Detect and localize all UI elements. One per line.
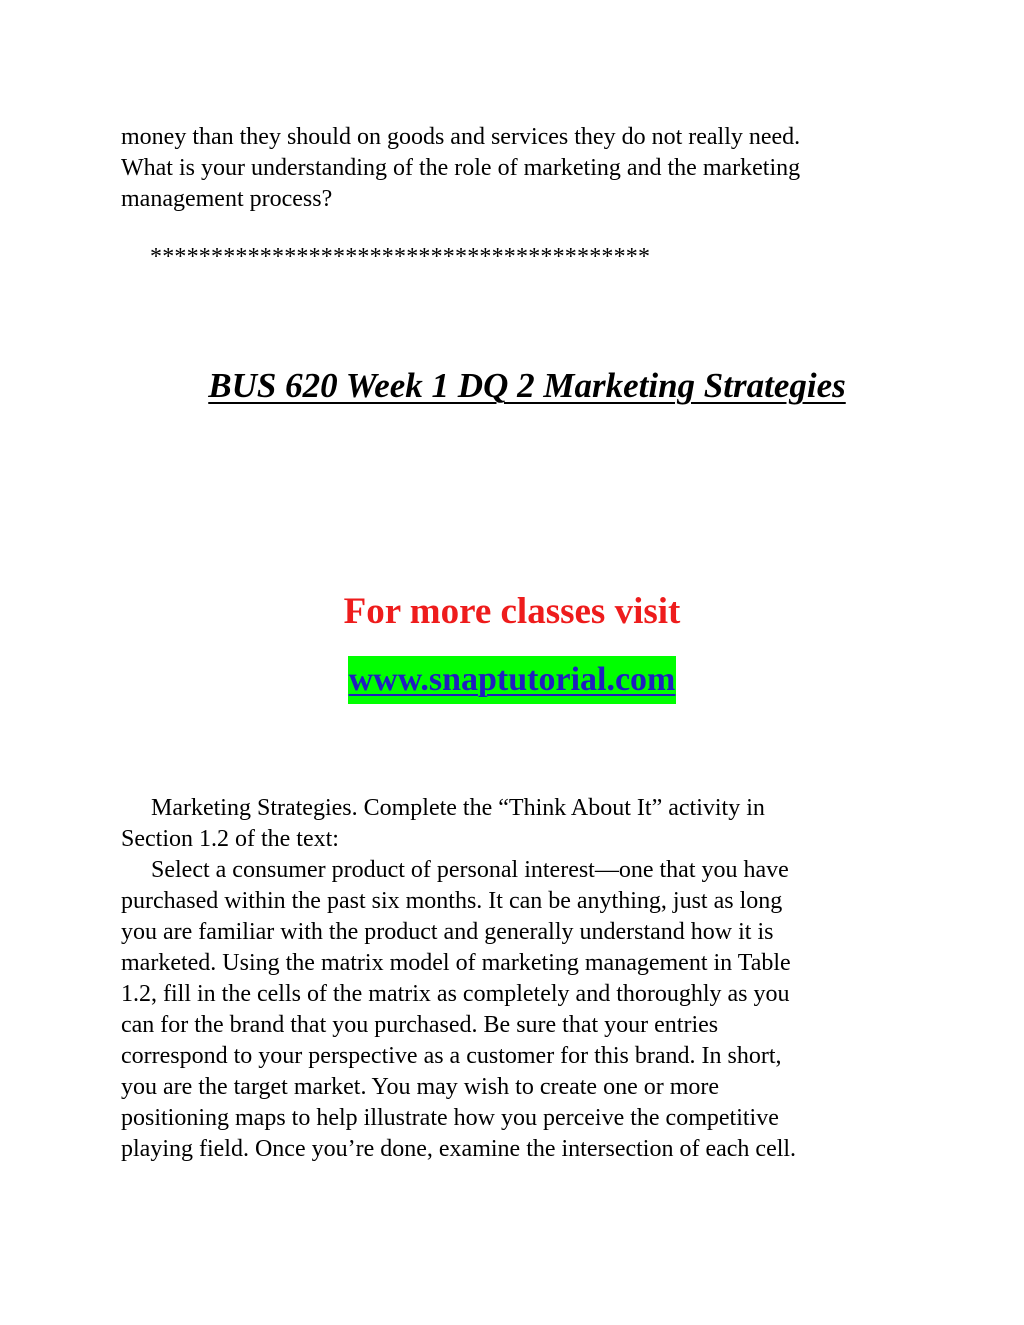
body-line: Marketing Strategies. Complete the “Think About It” activity in <box>151 795 765 821</box>
body-line: 1.2, fill in the cells of the matrix as completely and thoroughly as you <box>121 981 790 1007</box>
document-title: BUS 620 Week 1 DQ 2 Marketing Strategies <box>208 366 846 405</box>
body-line: purchased within the past six months. It can be anything, just as long <box>121 888 783 914</box>
body-line: you are the target market. You may wish to create one or more <box>121 1074 720 1100</box>
intro-line: money than they should on goods and services they do not really need. <box>121 124 801 150</box>
body-line: marketed. Using the matrix model of marketing management in Table <box>121 950 791 976</box>
body-line: positioning maps to help illustrate how you perceive the competitive <box>121 1105 779 1131</box>
intro-paragraph <box>121 122 901 215</box>
promo-link-container <box>0 656 1024 704</box>
asterisk-separator: ***************************************** <box>150 244 651 270</box>
intro-line: What is your understanding of the role of marketing and the marketing <box>121 155 801 181</box>
body-line: Select a consumer product of personal interest—one that you have <box>151 857 789 883</box>
website-link[interactable]: www.snaptutorial.com <box>348 656 677 704</box>
body-line: you are familiar with the product and generally understand how it is <box>121 919 774 945</box>
intro-line: management process? <box>121 186 333 212</box>
body-line: playing field. Once you’re done, examine the intersection of each cell. <box>121 1136 797 1162</box>
body-line: can for the brand that you purchased. Be sure that your entries <box>121 1012 719 1038</box>
body-line: Section 1.2 of the text: <box>121 826 339 852</box>
body-line: correspond to your perspective as a customer for this brand. In short, <box>121 1043 782 1069</box>
promo-text: For more classes visit <box>343 591 681 632</box>
assignment-paragraph <box>121 793 911 1165</box>
